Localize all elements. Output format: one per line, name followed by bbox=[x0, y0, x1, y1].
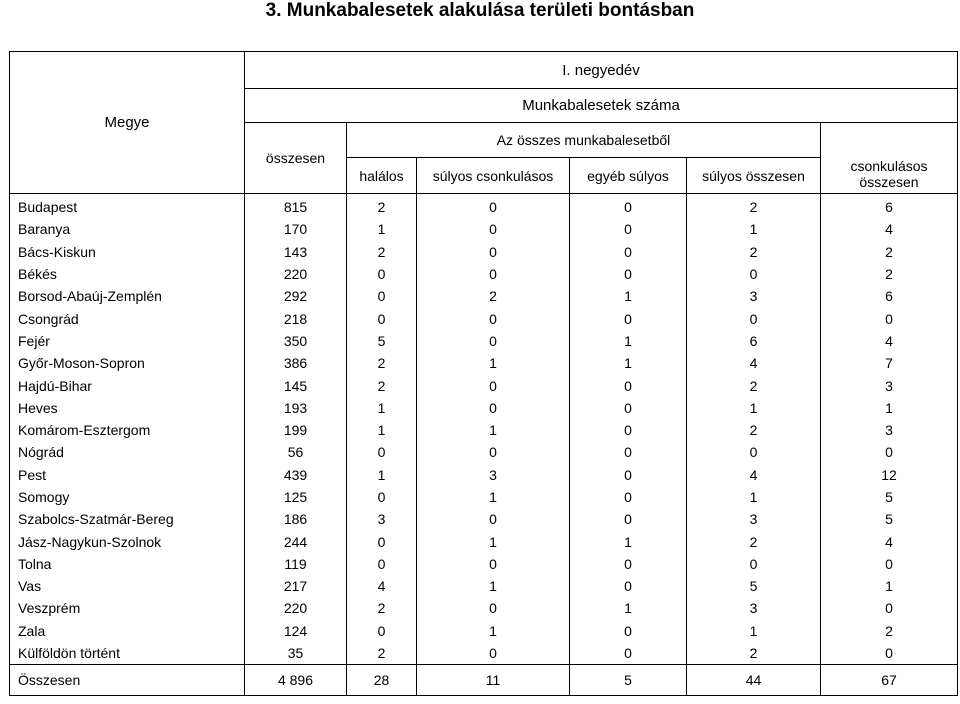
value-cell: 0 bbox=[347, 486, 417, 508]
value-cell: 1 bbox=[417, 352, 570, 374]
table-row bbox=[10, 642, 958, 665]
value-cell: 2 bbox=[687, 419, 821, 441]
value-cell: 0 bbox=[687, 441, 821, 463]
county-cell: Győr-Moson-Sopron bbox=[10, 352, 245, 374]
value-cell: 0 bbox=[417, 642, 570, 665]
value-cell: 292 bbox=[245, 285, 347, 307]
value-cell: 220 bbox=[245, 263, 347, 285]
value-cell: 145 bbox=[245, 374, 347, 396]
value-cell: 220 bbox=[245, 597, 347, 619]
total-cell: 67 bbox=[821, 665, 958, 696]
value-cell: 2 bbox=[821, 620, 958, 642]
table-row bbox=[10, 285, 958, 307]
value-cell: 218 bbox=[245, 307, 347, 329]
value-cell: 0 bbox=[417, 263, 570, 285]
value-cell: 2 bbox=[347, 194, 417, 219]
value-cell: 0 bbox=[821, 307, 958, 329]
county-cell: Vas bbox=[10, 575, 245, 597]
table-row bbox=[10, 508, 958, 530]
value-cell: 350 bbox=[245, 330, 347, 352]
value-cell: 0 bbox=[570, 486, 687, 508]
value-cell: 4 bbox=[687, 464, 821, 486]
table-row bbox=[10, 263, 958, 285]
value-cell: 4 bbox=[821, 530, 958, 552]
value-cell: 1 bbox=[570, 285, 687, 307]
value-cell: 193 bbox=[245, 397, 347, 419]
value-cell: 439 bbox=[245, 464, 347, 486]
county-cell: Külföldön történt bbox=[10, 642, 245, 665]
value-cell: 3 bbox=[417, 464, 570, 486]
value-cell: 186 bbox=[245, 508, 347, 530]
county-header: Megye bbox=[10, 52, 245, 194]
table-row bbox=[10, 553, 958, 575]
value-cell: 0 bbox=[570, 620, 687, 642]
value-cell: 0 bbox=[347, 620, 417, 642]
value-cell: 2 bbox=[687, 194, 821, 219]
value-cell: 1 bbox=[821, 575, 958, 597]
value-cell: 1 bbox=[570, 352, 687, 374]
value-cell: 3 bbox=[821, 374, 958, 396]
table-row bbox=[10, 530, 958, 552]
county-cell: Somogy bbox=[10, 486, 245, 508]
value-cell: 2 bbox=[821, 263, 958, 285]
table-row bbox=[10, 194, 958, 219]
table-row bbox=[10, 419, 958, 441]
value-cell: 0 bbox=[570, 508, 687, 530]
value-cell: 1 bbox=[687, 218, 821, 240]
table-row bbox=[10, 441, 958, 463]
value-cell: 124 bbox=[245, 620, 347, 642]
value-cell: 3 bbox=[687, 508, 821, 530]
table-row bbox=[10, 218, 958, 240]
value-cell: 0 bbox=[570, 464, 687, 486]
value-cell: 1 bbox=[347, 218, 417, 240]
value-cell: 1 bbox=[687, 620, 821, 642]
value-cell: 119 bbox=[245, 553, 347, 575]
value-cell: 1 bbox=[347, 397, 417, 419]
value-cell: 2 bbox=[347, 642, 417, 665]
value-cell: 6 bbox=[821, 194, 958, 219]
value-cell: 0 bbox=[821, 597, 958, 619]
value-cell: 0 bbox=[570, 263, 687, 285]
table-body bbox=[10, 194, 958, 665]
table-row bbox=[10, 464, 958, 486]
value-cell: 0 bbox=[570, 575, 687, 597]
total-cell: 28 bbox=[347, 665, 417, 696]
value-cell: 2 bbox=[821, 241, 958, 263]
value-cell: 0 bbox=[687, 263, 821, 285]
value-cell: 244 bbox=[245, 530, 347, 552]
value-cell: 0 bbox=[570, 218, 687, 240]
value-cell: 0 bbox=[570, 194, 687, 219]
value-cell: 125 bbox=[245, 486, 347, 508]
value-cell: 1 bbox=[417, 575, 570, 597]
county-cell: Heves bbox=[10, 397, 245, 419]
county-cell: Zala bbox=[10, 620, 245, 642]
value-cell: 0 bbox=[417, 218, 570, 240]
table-header bbox=[10, 52, 958, 194]
total-row bbox=[10, 665, 958, 696]
value-cell: 1 bbox=[347, 464, 417, 486]
table-row bbox=[10, 575, 958, 597]
value-cell: 56 bbox=[245, 441, 347, 463]
value-cell: 1 bbox=[570, 330, 687, 352]
value-cell: 1 bbox=[347, 419, 417, 441]
value-cell: 143 bbox=[245, 241, 347, 263]
value-cell: 0 bbox=[417, 374, 570, 396]
county-cell: Komárom-Esztergom bbox=[10, 419, 245, 441]
value-cell: 5 bbox=[821, 486, 958, 508]
value-cell: 1 bbox=[821, 397, 958, 419]
county-cell: Hajdú-Bihar bbox=[10, 374, 245, 396]
table-row bbox=[10, 307, 958, 329]
value-cell: 2 bbox=[687, 241, 821, 263]
value-cell: 5 bbox=[821, 508, 958, 530]
total-cell: 4 896 bbox=[245, 665, 347, 696]
value-cell: 0 bbox=[570, 642, 687, 665]
value-cell: 0 bbox=[417, 241, 570, 263]
value-cell: 35 bbox=[245, 642, 347, 665]
value-cell: 0 bbox=[347, 263, 417, 285]
value-cell: 1 bbox=[570, 597, 687, 619]
value-cell: 0 bbox=[570, 441, 687, 463]
table-row bbox=[10, 620, 958, 642]
county-cell: Tolna bbox=[10, 553, 245, 575]
column-header-csonkulasos-osszesen: csonkulásos összesen bbox=[821, 123, 958, 194]
value-cell: 217 bbox=[245, 575, 347, 597]
table-row bbox=[10, 374, 958, 396]
value-cell: 0 bbox=[570, 241, 687, 263]
column-header-sulyos-csonkulasos: súlyos csonkulásos bbox=[417, 158, 570, 194]
value-cell: 2 bbox=[687, 374, 821, 396]
total-cell: 11 bbox=[417, 665, 570, 696]
county-cell: Szabolcs-Szatmár-Bereg bbox=[10, 508, 245, 530]
value-cell: 7 bbox=[821, 352, 958, 374]
value-cell: 0 bbox=[417, 194, 570, 219]
value-cell: 5 bbox=[347, 330, 417, 352]
value-cell: 2 bbox=[417, 285, 570, 307]
value-cell: 0 bbox=[417, 397, 570, 419]
county-cell: Baranya bbox=[10, 218, 245, 240]
value-cell: 3 bbox=[687, 285, 821, 307]
county-cell: Borsod-Abaúj-Zemplén bbox=[10, 285, 245, 307]
county-cell: Veszprém bbox=[10, 597, 245, 619]
column-header-halalos: halálos bbox=[347, 158, 417, 194]
value-cell: 2 bbox=[347, 597, 417, 619]
value-cell: 1 bbox=[417, 419, 570, 441]
county-cell: Pest bbox=[10, 464, 245, 486]
total-cell: 44 bbox=[687, 665, 821, 696]
value-cell: 2 bbox=[687, 530, 821, 552]
value-cell: 5 bbox=[687, 575, 821, 597]
value-cell: 815 bbox=[245, 194, 347, 219]
total-cell: 5 bbox=[570, 665, 687, 696]
table-row bbox=[10, 241, 958, 263]
value-cell: 0 bbox=[347, 553, 417, 575]
value-cell: 0 bbox=[347, 307, 417, 329]
value-cell: 3 bbox=[347, 508, 417, 530]
value-cell: 0 bbox=[821, 553, 958, 575]
value-cell: 199 bbox=[245, 419, 347, 441]
value-cell: 1 bbox=[687, 486, 821, 508]
column-header-sulyos-osszesen: súlyos összesen bbox=[687, 158, 821, 194]
value-cell: 6 bbox=[687, 330, 821, 352]
total-label: Összesen bbox=[10, 665, 245, 696]
value-cell: 0 bbox=[570, 397, 687, 419]
value-cell: 1 bbox=[417, 530, 570, 552]
value-cell: 2 bbox=[347, 374, 417, 396]
table-row bbox=[10, 486, 958, 508]
value-cell: 1 bbox=[570, 530, 687, 552]
value-cell: 1 bbox=[417, 486, 570, 508]
value-cell: 4 bbox=[347, 575, 417, 597]
value-cell: 3 bbox=[687, 597, 821, 619]
value-cell: 0 bbox=[417, 441, 570, 463]
table-row bbox=[10, 597, 958, 619]
value-cell: 2 bbox=[347, 352, 417, 374]
value-cell: 1 bbox=[687, 397, 821, 419]
value-cell: 2 bbox=[687, 642, 821, 665]
value-cell: 0 bbox=[417, 330, 570, 352]
value-cell: 4 bbox=[821, 330, 958, 352]
subgroup-header: Az összes munkabalesetből bbox=[347, 123, 821, 158]
value-cell: 0 bbox=[417, 307, 570, 329]
county-cell: Csongrád bbox=[10, 307, 245, 329]
value-cell: 1 bbox=[417, 620, 570, 642]
value-cell: 12 bbox=[821, 464, 958, 486]
table-row bbox=[10, 397, 958, 419]
value-cell: 0 bbox=[821, 642, 958, 665]
county-cell: Fejér bbox=[10, 330, 245, 352]
value-cell: 6 bbox=[821, 285, 958, 307]
value-cell: 0 bbox=[347, 441, 417, 463]
value-cell: 0 bbox=[417, 508, 570, 530]
county-cell: Bács-Kiskun bbox=[10, 241, 245, 263]
county-cell: Békés bbox=[10, 263, 245, 285]
county-cell: Nógrád bbox=[10, 441, 245, 463]
value-cell: 4 bbox=[821, 218, 958, 240]
count-header: Munkabalesetek száma bbox=[245, 89, 958, 123]
table-row bbox=[10, 352, 958, 374]
accident-table bbox=[9, 51, 958, 696]
value-cell: 0 bbox=[347, 530, 417, 552]
value-cell: 0 bbox=[687, 307, 821, 329]
total-column-header: összesen bbox=[245, 123, 347, 194]
value-cell: 3 bbox=[821, 419, 958, 441]
quarter-header: I. negyedév bbox=[245, 52, 958, 89]
value-cell: 386 bbox=[245, 352, 347, 374]
value-cell: 4 bbox=[687, 352, 821, 374]
table-row bbox=[10, 330, 958, 352]
value-cell: 0 bbox=[570, 553, 687, 575]
value-cell: 0 bbox=[417, 597, 570, 619]
value-cell: 0 bbox=[347, 285, 417, 307]
county-cell: Jász-Nagykun-Szolnok bbox=[10, 530, 245, 552]
value-cell: 2 bbox=[347, 241, 417, 263]
value-cell: 0 bbox=[570, 419, 687, 441]
value-cell: 0 bbox=[687, 553, 821, 575]
value-cell: 0 bbox=[417, 553, 570, 575]
value-cell: 0 bbox=[570, 374, 687, 396]
value-cell: 170 bbox=[245, 218, 347, 240]
column-header-egyeb-sulyos: egyéb súlyos bbox=[570, 158, 687, 194]
value-cell: 0 bbox=[570, 307, 687, 329]
value-cell: 0 bbox=[821, 441, 958, 463]
page-title: 3. Munkabalesetek alakulása területi bontásban bbox=[265, 0, 695, 21]
county-cell: Budapest bbox=[10, 194, 245, 219]
